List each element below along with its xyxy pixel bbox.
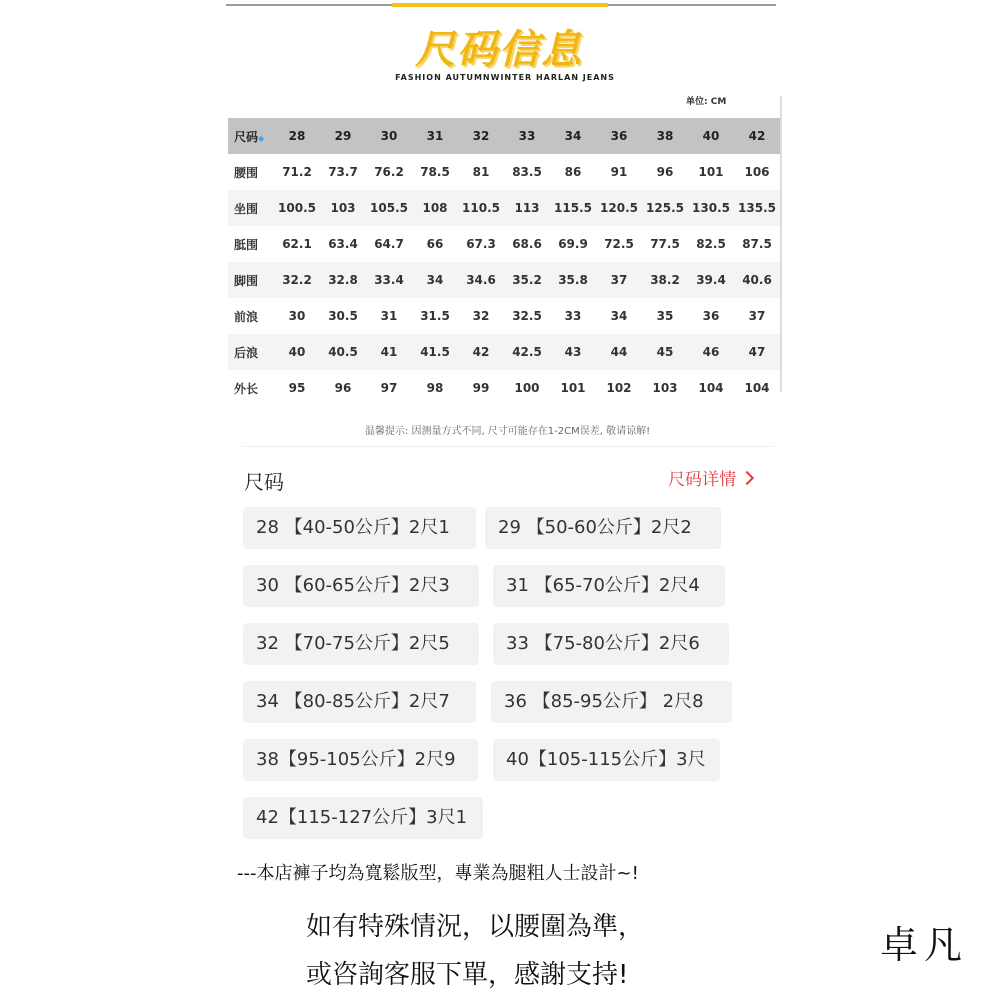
size-option-31[interactable]: 31 【65-70公斤】2尺4 — [493, 565, 725, 607]
table-cell: 91 — [610, 165, 628, 179]
table-cell: 31.5 — [420, 309, 450, 323]
size-header-cell: 34 — [550, 118, 596, 154]
table-cell: 101 — [698, 165, 724, 179]
table-row — [228, 370, 780, 406]
size-header-cell: 36 — [596, 118, 642, 154]
table-cell: 46 — [688, 334, 734, 370]
size-option-32[interactable]: 32 【70-75公斤】2尺5 — [243, 623, 479, 665]
table-cell: 34 — [412, 262, 458, 298]
size-header-cell: 31 — [412, 118, 458, 154]
table-row — [228, 298, 780, 334]
table-cell: 72.5 — [604, 237, 634, 251]
size-option-29[interactable]: 29 【50-60公斤】2尺2 — [485, 507, 721, 549]
chevron-right-icon — [740, 470, 754, 484]
header-row-label-text: 尺码 — [234, 129, 259, 144]
size-header-cell: 29 — [320, 118, 366, 154]
table-row — [228, 154, 780, 190]
size-header-cell: 28 — [274, 118, 320, 154]
table-cell: 64.7 — [374, 237, 404, 251]
table-cell: 32 — [472, 309, 490, 323]
table-cell: 31 — [380, 309, 398, 323]
table-cell: 104 — [744, 381, 770, 395]
table-cell: 35.2 — [504, 262, 550, 298]
table-cell: 34.6 — [458, 262, 504, 298]
row-label: 胝围 — [234, 237, 259, 252]
size-option-34[interactable]: 34 【80-85公斤】2尺7 — [243, 681, 476, 723]
table-cell: 44 — [596, 334, 642, 370]
table-cell: 39.4 — [688, 262, 734, 298]
size-header-cell: 33 — [504, 118, 550, 154]
table-cell: 101 — [560, 381, 586, 395]
table-cell: 106 — [744, 165, 770, 179]
table-cell: 81 — [472, 165, 490, 179]
table-row — [228, 262, 780, 298]
table-cell: 113 — [504, 190, 550, 226]
size-option-42[interactable]: 42【115-127公斤】3尺1 — [243, 797, 483, 839]
row-label: 外长 — [234, 381, 259, 396]
measurement-note: 温馨提示: 因测量方式不同, 尺寸可能存在1-2CM误差, 敬请谅解! — [364, 426, 651, 437]
table-cell: 104 — [698, 381, 724, 395]
table-cell: 35.8 — [550, 262, 596, 298]
page-subtitle: FASHION AUTUMNWINTER HARLAN JEANS — [395, 73, 615, 82]
size-header-cell: 38 — [642, 118, 688, 154]
table-cell: 87.5 — [742, 237, 772, 251]
table-cell: 130.5 — [688, 190, 734, 226]
table-cell: 108 — [412, 190, 458, 226]
row-label: 腰围 — [234, 165, 259, 180]
table-cell: 97 — [380, 381, 398, 395]
size-option-33[interactable]: 33 【75-80公斤】2尺6 — [493, 623, 729, 665]
unit-label: 单位: CM — [686, 97, 727, 107]
table-cell: 62.1 — [282, 237, 312, 251]
table-cell: 63.4 — [328, 237, 358, 251]
size-option-30[interactable]: 30 【60-65公斤】2尺3 — [243, 565, 479, 607]
table-cell: 78.5 — [420, 165, 450, 179]
table-row — [228, 226, 780, 262]
top-accent-bar — [392, 3, 608, 7]
footer-waist-note: 如有特殊情況，以腰圍為準， — [306, 912, 645, 942]
table-cell: 103 — [320, 190, 366, 226]
table-cell: 73.7 — [328, 165, 358, 179]
row-label: 坐围 — [228, 190, 274, 226]
table-cell: 71.2 — [282, 165, 312, 179]
table-row — [228, 190, 780, 226]
table-cell: 32.2 — [274, 262, 320, 298]
table-cell: 40 — [274, 334, 320, 370]
table-cell: 120.5 — [596, 190, 642, 226]
table-cell: 34 — [610, 309, 628, 323]
footer-fit-note: ---本店褲子均為寬鬆版型，專業為腿粗人士設計~! — [237, 863, 639, 884]
table-cell: 32.8 — [320, 262, 366, 298]
table-cell: 66 — [426, 237, 444, 251]
size-option-28[interactable]: 28 【40-50公斤】2尺1 — [243, 507, 476, 549]
table-cell: 68.6 — [512, 237, 542, 251]
table-cell: 110.5 — [458, 190, 504, 226]
note-divider — [242, 446, 774, 447]
table-cell: 40.6 — [734, 262, 780, 298]
size-option-38[interactable]: 38【95-105公斤】2尺9 — [243, 739, 478, 781]
size-selector-label: 尺码 — [244, 470, 284, 494]
table-cell: 86 — [564, 165, 582, 179]
table-cell: 77.5 — [650, 237, 680, 251]
table-cell: 125.5 — [642, 190, 688, 226]
table-cell: 98 — [426, 381, 444, 395]
row-label: 后浪 — [228, 334, 274, 370]
table-cell: 38.2 — [642, 262, 688, 298]
table-cell: 115.5 — [550, 190, 596, 226]
table-cell: 47 — [734, 334, 780, 370]
size-header-cell: 40 — [688, 118, 734, 154]
table-cell: 30.5 — [328, 309, 358, 323]
table-cell: 36 — [702, 309, 720, 323]
table-cell: 103 — [652, 381, 678, 395]
table-cell: 37 — [748, 309, 766, 323]
size-option-36[interactable]: 36 【85-95公斤】 2尺8 — [491, 681, 732, 723]
table-cell: 100.5 — [274, 190, 320, 226]
table-cell: 100 — [514, 381, 540, 395]
table-cell: 40.5 — [320, 334, 366, 370]
table-cell: 35 — [656, 309, 674, 323]
footer-contact-note: 或咨詢客服下單，感謝支持! — [306, 960, 629, 990]
table-cell: 82.5 — [696, 237, 726, 251]
table-cell: 102 — [606, 381, 632, 395]
size-header-row — [228, 118, 780, 154]
size-chart-table — [228, 118, 780, 406]
size-option-40[interactable]: 40【105-115公斤】3尺 — [493, 739, 720, 781]
table-cell: 76.2 — [374, 165, 404, 179]
table-cell: 41 — [366, 334, 412, 370]
table-cell: 45 — [642, 334, 688, 370]
table-cell: 42.5 — [504, 334, 550, 370]
table-cell: 42 — [458, 334, 504, 370]
table-cell: 43 — [550, 334, 596, 370]
table-cell: 33.4 — [366, 262, 412, 298]
size-detail-link[interactable] — [668, 465, 752, 490]
table-cell: 96 — [334, 381, 352, 395]
size-header-cell: 32 — [458, 118, 504, 154]
header-row-label — [228, 118, 274, 154]
size-detail-link-text: 尺码详情 — [668, 470, 736, 490]
table-cell: 105.5 — [366, 190, 412, 226]
table-right-border — [780, 96, 782, 392]
size-header-cell: 30 — [366, 118, 412, 154]
page-title: 尺码信息 — [415, 27, 583, 73]
table-cell: 41.5 — [412, 334, 458, 370]
table-cell: 95 — [288, 381, 306, 395]
size-header-cell: 42 — [734, 118, 780, 154]
row-label: 前浪 — [234, 309, 259, 324]
watermark-text: 卓凡 — [880, 923, 969, 967]
table-cell: 32.5 — [512, 309, 542, 323]
table-cell: 67.3 — [466, 237, 496, 251]
table-cell: 99 — [472, 381, 490, 395]
dot-icon: ◆ — [258, 133, 265, 143]
table-row — [228, 334, 780, 370]
table-cell: 30 — [288, 309, 306, 323]
table-cell: 83.5 — [512, 165, 542, 179]
table-cell: 33 — [564, 309, 582, 323]
table-cell: 135.5 — [734, 190, 780, 226]
table-cell: 69.9 — [558, 237, 588, 251]
table-cell: 37 — [596, 262, 642, 298]
row-label: 脚围 — [228, 262, 274, 298]
table-cell: 96 — [656, 165, 674, 179]
